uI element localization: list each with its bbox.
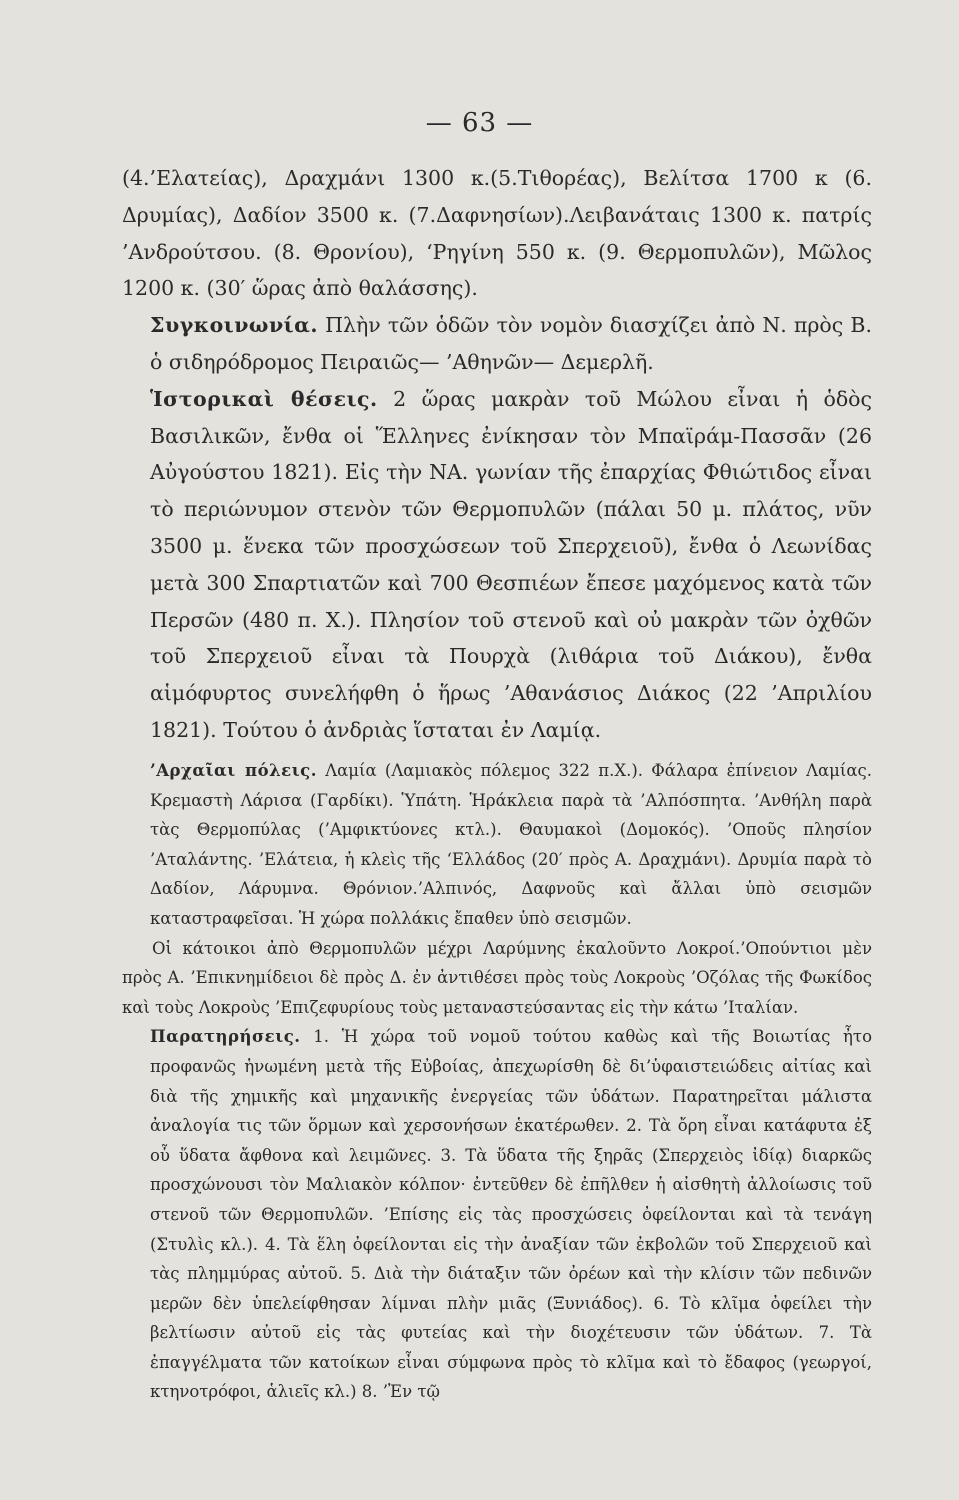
communications-heading: Συγκοινωνία. bbox=[150, 313, 319, 338]
observations-paragraph bbox=[122, 1022, 872, 1407]
ancient-cities-paragraph bbox=[122, 756, 872, 934]
communications-paragraph bbox=[122, 307, 872, 381]
observations-heading: Παρατηρήσεις. bbox=[150, 1027, 301, 1047]
inhabitants-paragraph: Οἱ κάτοικοι ἀπὸ Θερμοπυλῶν μέχρι Λαρύμνης ἐκαλοῦντο Λοκροί.’Οπούντιοι μὲν πρὸς Α. ’Επικνημίδειοι δὲ πρὸς Δ. ἐν ἀντιθέσει πρὸς τοὺς Λοκροὺς ’Οζόλας τῆς Φωκίδος καὶ τοὺς Λοκροὺς ’Επιζεφυρίους τοὺς μεταναστεύσαντας εἰς τὴν κάτω ’Ιταλίαν. bbox=[122, 938, 872, 1017]
ancient-cities-heading: ’Αρχαῖαι πόλεις. bbox=[150, 761, 317, 780]
historical-sites-paragraph bbox=[122, 381, 872, 749]
page-number: — 63 — bbox=[425, 108, 534, 138]
main-text-block bbox=[122, 160, 872, 749]
historical-sites-text: 2 ὥρας μακρὰν τοῦ Μώλου εἶναι ἡ ὁδὸς Βασιλικῶν, ἔνθα οἱ Ἕλληνες ἐνίκησαν τὸν Μπαϊράμ-Πασσᾶν (26 Αὐγούστου 1821). Εἰς τὴν ΝΑ. γωνίαν τῆς ἐπαρχίας Φθιώτιδος εἶναι τὸ περιώνυμον στενὸν τῶν Θερμοπυλῶν (πάλαι 50 μ. πλάτος, νῦν 3500 μ. ἕνεκα τῶν προσχώσεων τοῦ Σπερχειοῦ), ἔνθα ὁ Λεωνίδας μετὰ 300 Σπαρτιατῶν καὶ 700 Θεσπιέων ἔπεσε μαχόμενος κατὰ τῶν Περσῶν (480 π. Χ.). Πλησίον τοῦ στενοῦ καὶ οὐ μακρὰν τῶν ὀχθῶν τοῦ Σπερχειοῦ εἶναι τὰ Πουρχὰ (λιθάρια τοῦ Διάκου), ἔνθα αἱμόφυρτος συνελήφθη ὁ ἥρως ’Αθανάσιος Διάκος (22 ’Απριλίου 1821). Τούτου ὁ ἀνδριὰς ἵσταται ἐν Λαμίᾳ. bbox=[150, 386, 872, 742]
historical-sites-heading: Ἱστορικαὶ θέσεις. bbox=[150, 386, 378, 411]
ancient-cities-text: Λαμία (Λαμιακὸς πόλεμος 322 π.Χ.). Φάλαρα ἐπίνειον Λαμίας. Κρεμαστὴ Λάρισα (Γαρδίκι). Ὑπάτη. Ἡράκλεια παρὰ τὰ ’Αλπόσπητα. ’Ανθήλη παρὰ τὰς Θερμοπύλας (’Αμφικτύονες κτλ.). Θαυμακοὶ (Δομοκός). ’Οποῦς πλησίον ’Αταλάντης. ’Ελάτεια, ἡ κλεὶς τῆς ‘Ελλάδος (20′ πρὸς Α. Δραχμάνι). Δρυμία παρὰ τὸ Δαδίον, Λάρυμνα. Θρόνιον.’Αλπινός, Δαφνοῦς καὶ ἄλλαι ὑπὸ σεισμῶν καταστραφεῖσαι. Ἡ χώρα πολλάκις ἔπαθεν ὑπὸ σεισμῶν. bbox=[150, 761, 872, 928]
communications-text: Πλὴν τῶν ὁδῶν τὸν νομὸν διασχίζει ἀπὸ Ν. πρὸς Β. ὁ σιδηρόδρομος Πειραιῶς— ’Αθηνῶν— Δεμερλῆ. bbox=[150, 313, 872, 374]
small-text-block bbox=[122, 756, 872, 1407]
villages-paragraph: (4.’Ελατείας), Δραχμάνι 1300 κ.(5.Τιθορέας), Βελίτσα 1700 κ (6. Δρυμίας), Δαδίον 3500 κ. (7.Δαφνησίων).Λειβανάταις 1300 κ. πατρίς ’Ανδρούτσου. (8. Θρονίου), ‘Ρηγίνη 550 κ. (9. Θερμοπυλῶν), Μῶλος 1200 κ. (30′ ὥρας ἀπὸ θαλάσσης). bbox=[122, 166, 872, 301]
observations-text: 1. Ἡ χώρα τοῦ νομοῦ τούτου καθὼς καὶ τῆς Βοιωτίας ἦτο προφανῶς ἡνωμένη μετὰ τῆς Εὐβοίας, ἀπεχωρίσθη δὲ δι’ὑφαιστειώδεις αἰτίας καὶ διὰ τῆς χημικῆς καὶ μηχανικῆς ἐνεργείας τῶν ὑδάτων. Παρατηρεῖται μάλιστα ἀναλογία τις τῶν ὅρμων καὶ χερσονήσων ἑκατέρωθεν. 2. Τὰ ὄρη εἶναι κατάφυτα ἐξ οὗ ὕδατα ἄφθονα καὶ λειμῶνες. 3. Τὰ ὕδατα τῆς ξηρᾶς (Σπερχειὸς ἰδίᾳ) διαρκῶς προσχώνουσι τὸν Μαλιακὸν κόλπον· ἐντεῦθεν δὲ ἐπῆλθεν ἡ αἰσθητὴ ἀλλοίωσις τοῦ στενοῦ τῶν Θερμοπυλῶν. ’Επίσης εἰς τὰς προσχώσεις ὀφείλονται καὶ τὰ τενάγη (Στυλὶς κλ.). 4. Τὰ ἕλη ὀφείλονται εἰς τὴν ἀναξίαν τῶν ἐκβολῶν τοῦ Σπερχειοῦ καὶ τὰς πλημμύρας αὐτοῦ. 5. Διὰ τὴν διάταξιν τῶν ὀρέων καὶ τὴν κλίσιν τῶν πεδινῶν μερῶν δὲν ὑπελείφθησαν λίμναι πλὴν μιᾶς (Ξυνιάδος). 6. Τὸ κλῖμα ὀφείλει τὴν βελτίωσιν αὐτοῦ εἰς τὰς φυτείας καὶ τὴν διοχέτευσιν τῶν ὑδάτων. 7. Τὰ ἐπαγγέλματα τῶν κατοίκων εἶναι σύμφωνα πρὸς τὸ κλῖμα καὶ τὸ ἔδαφος (γεωργοί, κτηνοτρόφοι, ἁλιεῖς κλ.) 8. ’Ἐν τῷ bbox=[150, 1027, 872, 1402]
